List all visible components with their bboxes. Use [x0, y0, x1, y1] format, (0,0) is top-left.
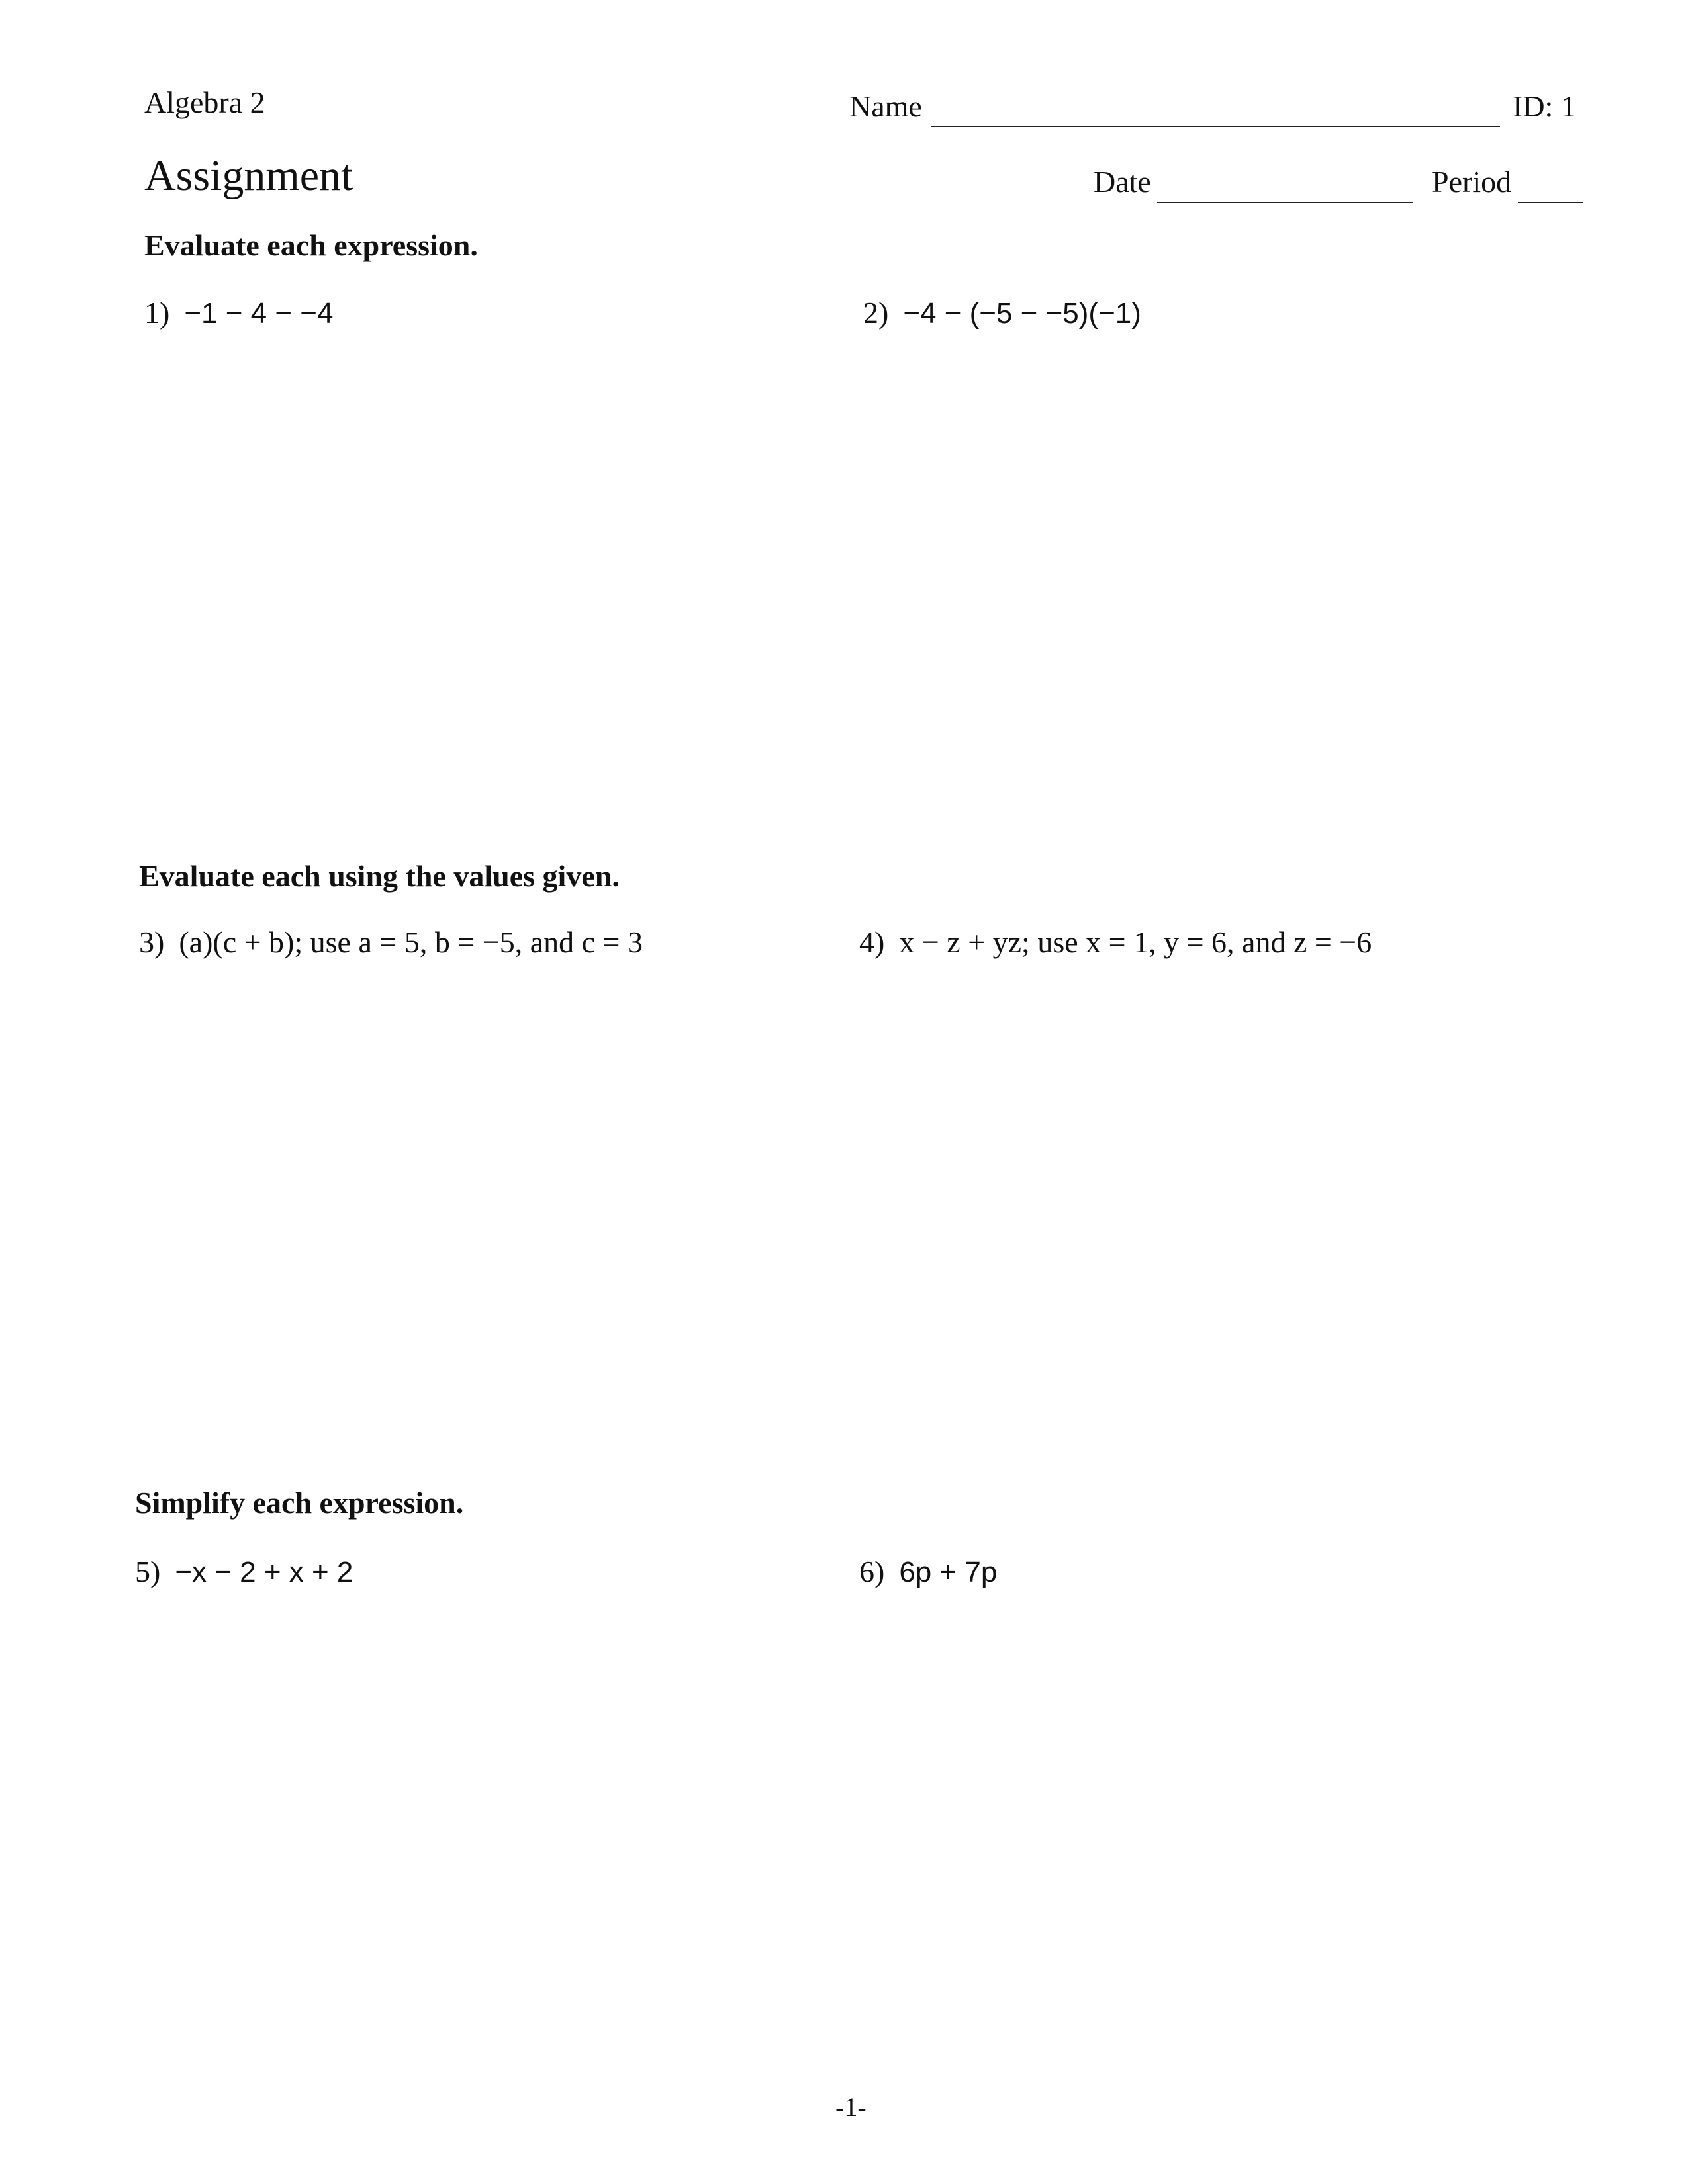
section-heading-evaluate-expression: Evaluate each expression. [144, 228, 478, 262]
problem-expression: −1 − 4 − −4 [184, 297, 334, 330]
period-field-line[interactable] [1518, 202, 1583, 203]
problem-number: 5) [135, 1555, 161, 1588]
problem-number: 6) [859, 1555, 885, 1588]
date-label: Date [1094, 165, 1151, 199]
problem-expression: x − z + yz; use x = 1, y = 6, and z = −6 [899, 925, 1372, 959]
problem-2 [863, 295, 1141, 330]
page-number: -1- [835, 2092, 867, 2122]
section-heading-evaluate-values: Evaluate each using the values given. [139, 859, 620, 893]
id-label: ID: 1 [1513, 89, 1576, 123]
problem-5 [135, 1554, 353, 1589]
problem-4 [859, 925, 1372, 960]
problem-3 [139, 925, 643, 960]
problem-expression: −4 − (−5 − −5)(−1) [903, 297, 1141, 330]
date-field-line[interactable] [1157, 202, 1413, 203]
course-name: Algebra 2 [144, 85, 265, 119]
problem-expression: −x − 2 + x + 2 [175, 1556, 353, 1588]
name-field-line[interactable] [931, 126, 1500, 127]
name-label: Name [849, 89, 922, 123]
problem-1 [144, 295, 333, 330]
problem-number: 1) [144, 296, 170, 330]
problem-expression: 6p + 7p [899, 1556, 998, 1588]
section-heading-simplify: Simplify each expression. [135, 1486, 464, 1520]
period-label: Period [1432, 165, 1512, 199]
problem-number: 2) [863, 296, 889, 330]
problem-6 [859, 1554, 997, 1589]
assignment-title: Assignment [144, 152, 353, 200]
problem-expression: (a)(c + b); use a = 5, b = −5, and c = 3 [179, 925, 643, 959]
problem-number: 3) [139, 925, 165, 959]
problem-number: 4) [859, 925, 885, 959]
